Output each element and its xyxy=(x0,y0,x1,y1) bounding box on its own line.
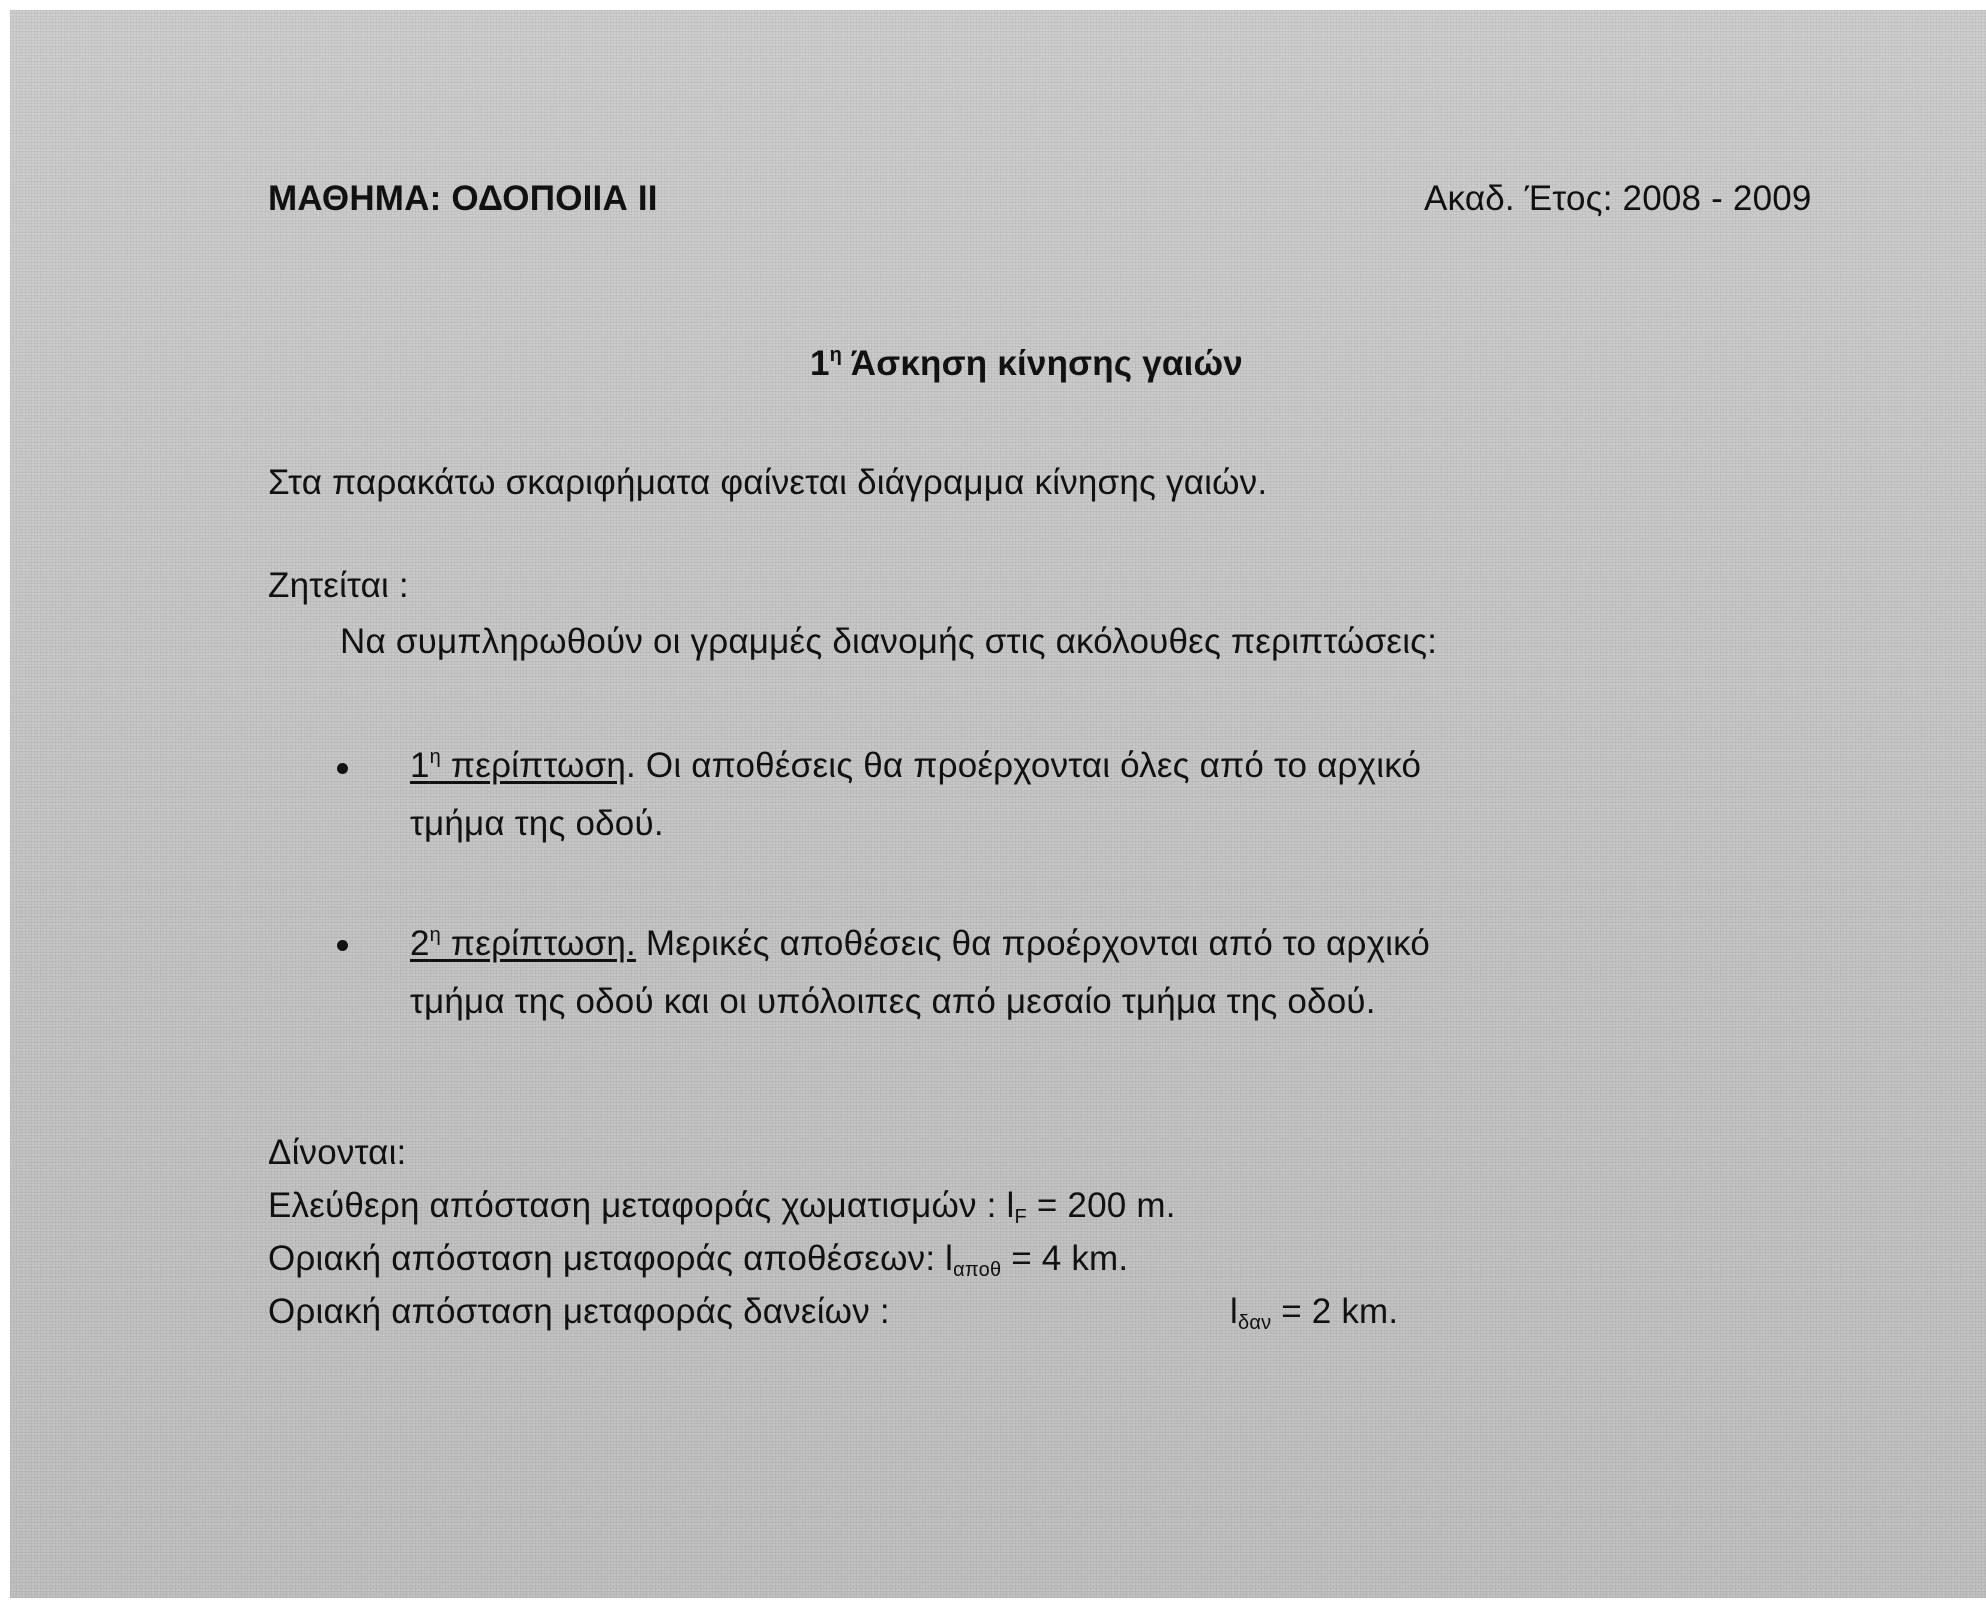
exercise-number: 1 xyxy=(810,344,830,383)
course-title: ΜΑΘΗΜΑ: ΟΔΟΠΟΙΙΑ ΙΙ xyxy=(268,179,658,218)
case-1-label xyxy=(410,746,626,785)
scan-border-top xyxy=(0,0,1986,10)
given-item-label: Οριακή απόσταση μεταφοράς αποθέσεων: xyxy=(268,1239,946,1278)
exercise-title-text: Άσκηση κίνησης γαιών xyxy=(842,344,1243,383)
case-1-ordinal: η xyxy=(429,746,441,768)
case-2-label xyxy=(410,924,636,963)
case-2-number: 2 xyxy=(410,924,430,963)
requested-heading: Ζητείται : xyxy=(268,566,409,605)
given-item-symbol: l xyxy=(945,1239,954,1278)
intro-text: Στα παρακάτω σκαριφήματα φαίνεται διάγραμμα κίνησης γαιών. xyxy=(268,463,1268,502)
case-1-line-2: τμήμα της οδού. xyxy=(410,804,664,843)
given-item-value: = 200 m. xyxy=(1026,1186,1176,1225)
scan-border-bottom xyxy=(0,1598,1986,1614)
given-waste-haul-limit xyxy=(268,1238,1128,1280)
case-1-text: . Οι αποθέσεις θα προέρχονται όλες από το αρχικό xyxy=(626,746,1422,785)
given-item-symbol: l xyxy=(1006,1186,1015,1225)
requested-instruction: Να συμπληρωθούν οι γραμμές διανομής στις ακόλουθες περιπτώσεις: xyxy=(340,622,1438,661)
given-item-subscript: αποθ xyxy=(953,1259,1002,1281)
given-item-label: Οριακή απόσταση μεταφοράς δανείων : xyxy=(268,1292,890,1331)
exercise-ordinal: η xyxy=(829,344,843,366)
case-1-number: 1 xyxy=(410,746,430,785)
given-borrow-haul-limit xyxy=(268,1291,1399,1334)
exercise-title xyxy=(810,343,1243,385)
bullet-icon xyxy=(337,940,348,951)
given-item-label: Ελεύθερη απόσταση μεταφοράς χωματισμών : xyxy=(268,1186,1007,1225)
given-item-symbol: l xyxy=(1230,1292,1238,1331)
given-free-haul-distance xyxy=(268,1185,1176,1227)
given-item-subscript: F xyxy=(1014,1206,1027,1228)
given-item-subscript: δαν xyxy=(1237,1312,1272,1334)
bullet-icon xyxy=(337,763,348,774)
case-2-ordinal: η xyxy=(429,924,441,946)
case-2-line-1 xyxy=(410,923,1430,965)
case-1-line-1 xyxy=(410,745,1421,787)
case-2-label-text: περίπτωση. xyxy=(441,924,636,963)
given-item-value: = 2 km. xyxy=(1271,1292,1399,1331)
case-2-text: Μερικές αποθέσεις θα προέρχονται από το αρχικό xyxy=(635,924,1431,963)
given-item-value: = 4 km. xyxy=(1001,1239,1129,1278)
given-heading: Δίνονται: xyxy=(268,1133,407,1172)
scan-border-left xyxy=(0,0,10,1614)
case-2-line-2: τμήμα της οδού και οι υπόλοιπες από μεσαίο τμήμα της οδού. xyxy=(410,982,1376,1021)
case-1-label-text: περίπτωση xyxy=(441,746,627,785)
academic-year: Ακαδ. Έτος: 2008 - 2009 xyxy=(1424,179,1812,218)
given-item-formula xyxy=(1230,1291,1398,1333)
